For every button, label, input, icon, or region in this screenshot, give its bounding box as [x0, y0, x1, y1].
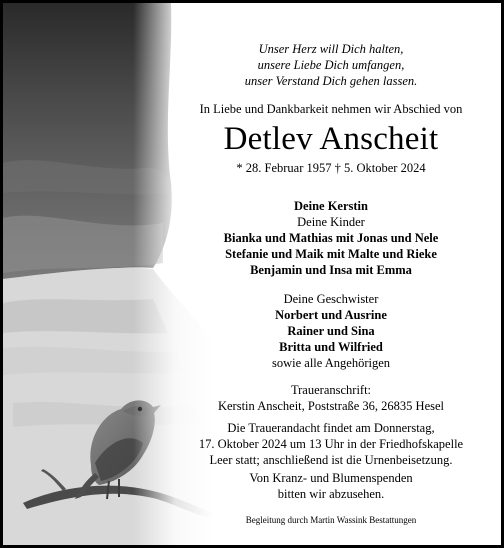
siblings-label: Deine Geschwister: [283, 292, 379, 306]
children-line-2: Stefanie und Maik mit Malte und Rieke: [225, 247, 437, 261]
children-line-1: Bianka und Mathias mit Jonas und Nele: [223, 231, 439, 245]
address-value: Kerstin Anscheit, Poststraße 36, 26835 Hesel: [217, 399, 444, 413]
siblings-line-1: Norbert und Ausrine: [275, 308, 387, 322]
children-label: Deine Kinder: [297, 215, 365, 229]
flowers-line-1: Von Kranz- und Blumenspenden: [249, 471, 413, 485]
children-line-3: Benjamin und Insa mit Emma: [250, 263, 412, 277]
siblings-line-2: Rainer und Sina: [287, 324, 375, 338]
siblings-line-3: Britta und Wilfried: [279, 340, 383, 354]
notice-text-column: [161, 3, 501, 545]
life-dates: * 28. Februar 1957 † 5. Oktober 2024: [236, 161, 426, 175]
service-line-2: 17. Oktober 2024 um 13 Uhr in der Friedhofskapelle: [198, 437, 464, 451]
flowers-line-2: bitten wir abzusehen.: [277, 487, 385, 501]
funeral-home-credit: Begleitung durch Martin Wassink Bestattungen: [245, 515, 417, 525]
service-line-3: Leer statt; anschließend ist die Urnenbeisetzung.: [209, 453, 453, 467]
poem-line-1: Unser Herz will Dich halten,: [258, 42, 404, 56]
poem-line-3: unser Verstand Dich gehen lassen.: [244, 74, 418, 88]
service-line-1: Die Trauerandacht findet am Donnerstag,: [227, 421, 435, 435]
wife-name: Deine Kerstin: [294, 199, 368, 213]
poem-line-2: unsere Liebe Dich umfangen,: [257, 58, 405, 72]
deceased-name: Detlev Anscheit: [223, 121, 439, 157]
intro-text: In Liebe und Dankbarkeit nehmen wir Abschied von: [199, 102, 463, 116]
relatives-line: sowie alle Angehörigen: [271, 356, 391, 370]
address-label: Traueranschrift:: [290, 383, 372, 397]
